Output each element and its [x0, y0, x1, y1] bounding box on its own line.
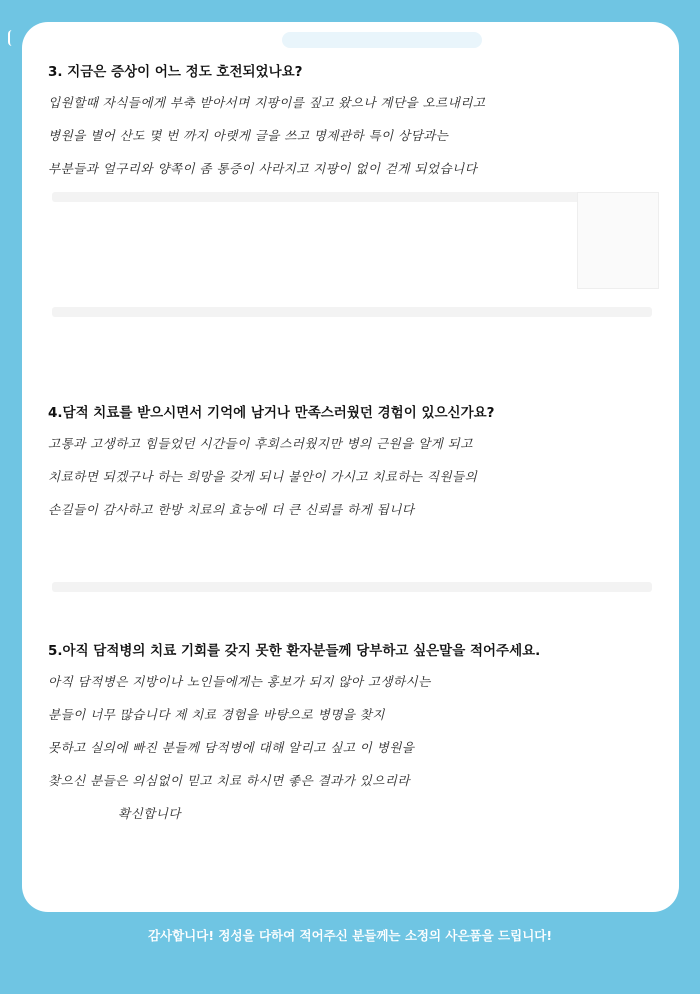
sheet-tab	[282, 32, 482, 48]
question-3-text: 3. 지금은 증상이 어느 정도 호전되었나요?	[48, 64, 303, 80]
question-5-section	[48, 639, 668, 830]
answer-line: 입원할때 자식들에게 부축 받아서며 지팡이를 짚고 왔으나 계단을 오르내리고	[48, 95, 486, 110]
survey-sheet	[22, 22, 679, 912]
footer-thanks: 감사합니다! 정성을 다하여 적어주신 분들께는 소정의 사은품을 드립니다!	[147, 928, 553, 943]
bleed-through-line	[52, 582, 652, 592]
answer-line: 찾으신 분들은 의심없이 믿고 치료 하시면 좋은 결과가 있으리라	[48, 773, 410, 788]
question-3-answer	[48, 86, 668, 185]
answer-line: 부분들과 얼구리와 양쪽이 좀 통증이 사라지고 지팡이 없이 걷게 되었습니다	[48, 161, 478, 176]
answer-line: 분들이 너무 많습니다 제 치료 경험을 바탕으로 병명을 찾지	[48, 707, 385, 722]
question-4-section	[48, 401, 668, 526]
bleed-through-line	[52, 192, 652, 202]
question-3-section	[48, 60, 668, 185]
frame-notch	[8, 30, 18, 46]
question-5-answer	[48, 665, 668, 830]
question-4-text: 4.담적 치료를 받으시면서 기억에 남거나 만족스러웠던 경험이 있으신가요?	[48, 405, 495, 421]
answer-line: 못하고 실의에 빠진 분들께 담적병에 대해 알리고 싶고 이 병원을	[48, 740, 415, 755]
answer-line: 아직 담적병은 지방이나 노인들에게는 홍보가 되지 않아 고생하시는	[48, 674, 431, 689]
answer-line: 손길들이 감사하고 한방 치료의 효능에 더 큰 신뢰를 하게 됩니다	[48, 502, 415, 517]
answer-line: 고통과 고생하고 힘들었던 시간들이 후회스러웠지만 병의 근원을 알게 되고	[48, 436, 473, 451]
answer-line: 치료하면 되겠구나 하는 희망을 갖게 되니 불안이 가시고 치료하는 직원들의	[48, 469, 478, 484]
answer-line: 확신합니다	[118, 806, 181, 821]
bleed-through-box	[577, 192, 659, 289]
question-5-text: 5.아직 담적병의 치료 기회를 갖지 못한 환자분들께 당부하고 싶은말을 적어주세요.	[48, 643, 541, 659]
question-4-answer	[48, 427, 668, 526]
answer-line: 병원을 별어 산도 몇 번 까지 아랫게 글을 쓰고 명제관하 특이 상담과는	[48, 128, 449, 143]
bleed-through-line	[52, 307, 652, 317]
